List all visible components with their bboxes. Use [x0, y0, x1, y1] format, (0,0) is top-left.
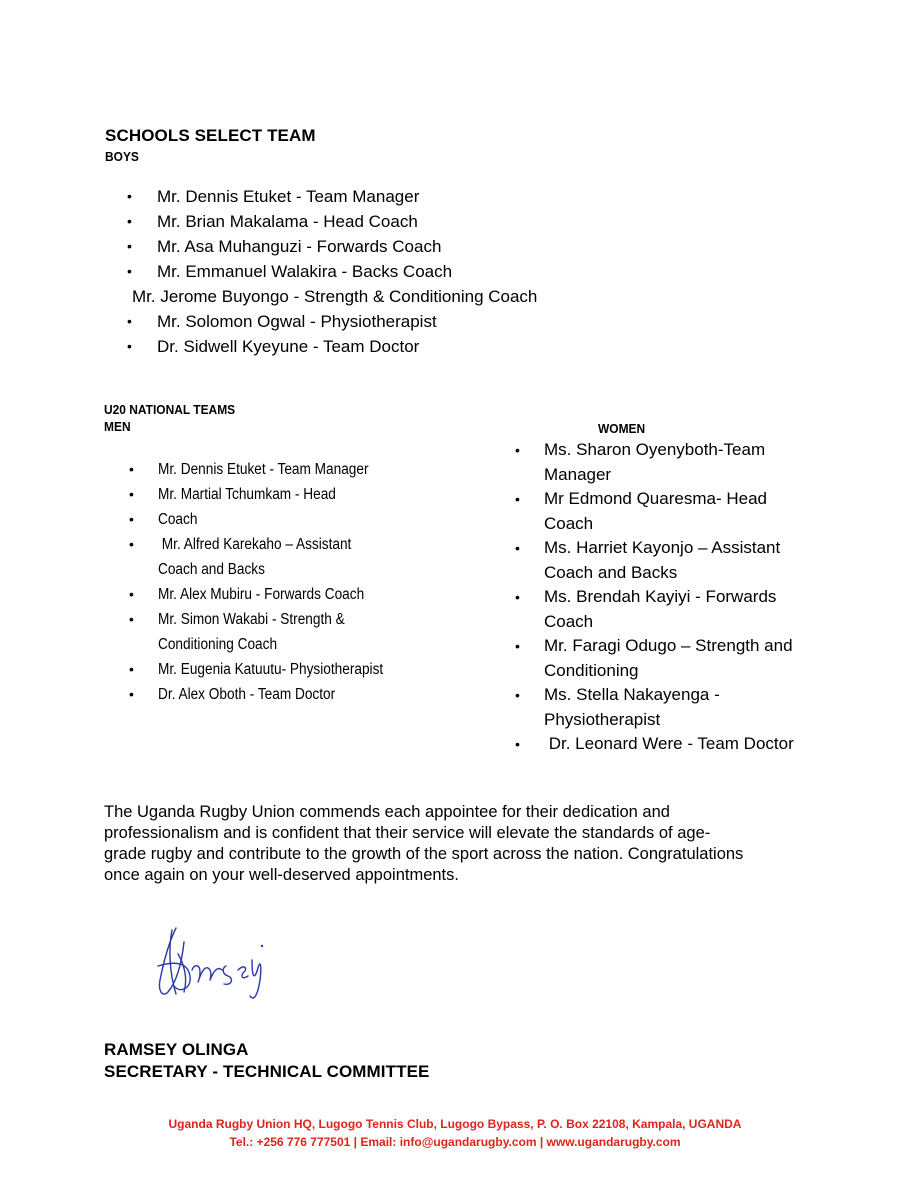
footer-contact: Tel.: +256 776 777501 | Email: info@ugandarugby.com | www.ugandarugby.com: [229, 1135, 681, 1149]
bullet-icon: •: [127, 263, 132, 279]
staff-text-line: Conditioning Coach: [158, 636, 278, 653]
u20-men-list: [114, 457, 424, 707]
schools-staff-item: [115, 309, 635, 334]
schools-staff-list: [115, 184, 635, 359]
staff-text-line: Physiotherapist: [544, 709, 661, 729]
staff-text-line: Coach: [544, 611, 594, 631]
staff-text-line: Mr. Faragi Odugo – Strength and: [544, 636, 793, 655]
schools-staff-item: [115, 209, 635, 234]
bullet-icon: •: [129, 586, 134, 602]
staff-text-line: Manager: [544, 464, 612, 484]
staff-text-line: Coach: [158, 511, 198, 528]
staff-text-line: Dr. Leonard Were - Team Doctor: [544, 734, 794, 753]
u20-men-item: [114, 457, 424, 482]
u20-women-label: WOMEN: [598, 421, 646, 436]
closing-line: grade rugby and contribute to the growth of the sport across the nation. Congratulations: [104, 845, 744, 863]
staff-text: Mr. Emmanuel Walakira - Backs Coach: [157, 262, 453, 281]
staff-text: Mr. Jerome Buyongo - Strength & Conditioning Coach: [132, 287, 538, 306]
staff-text-line: Ms. Sharon Oyenyboth-Team: [544, 440, 766, 459]
u20-men-item: [114, 482, 424, 507]
u20-men-item: [114, 532, 424, 582]
u20-men-item: [114, 607, 424, 657]
staff-text-line: Coach and Backs: [544, 562, 678, 582]
bullet-icon: •: [127, 238, 132, 254]
u20-men-item: [114, 657, 424, 682]
bullet-icon: •: [515, 638, 520, 654]
staff-text-line: Coach: [544, 513, 594, 533]
closing-line: once again on your well-deserved appointments.: [104, 866, 459, 884]
staff-text-line: Conditioning: [544, 660, 639, 680]
bullet-icon: •: [129, 486, 134, 502]
u20-men-label: MEN: [104, 419, 131, 434]
staff-text: Dr. Sidwell Kyeyune - Team Doctor: [157, 337, 420, 356]
bullet-icon: •: [129, 511, 134, 527]
bullet-icon: •: [515, 442, 520, 458]
bullet-icon: •: [127, 338, 132, 354]
bullet-icon: •: [515, 687, 520, 703]
staff-text-line: Mr. Martial Tchumkam - Head: [158, 486, 336, 503]
u20-men-item: [114, 582, 424, 607]
bullet-icon: •: [127, 313, 132, 329]
staff-text-line: Ms. Brendah Kayiyi - Forwards: [544, 587, 777, 606]
bullet-icon: •: [515, 736, 520, 752]
bullet-icon: •: [127, 213, 132, 229]
closing-line: The Uganda Rugby Union commends each appointee for their dedication and: [104, 803, 670, 821]
schools-staff-item: [115, 234, 635, 259]
u20-women-item: [506, 585, 846, 634]
staff-text-line: Mr. Alex Mubiru - Forwards Coach: [158, 586, 365, 603]
staff-text-line: Mr. Simon Wakabi - Strength &: [158, 611, 345, 628]
footer-address: Uganda Rugby Union HQ, Lugogo Tennis Club, Lugogo Bypass, P. O. Box 22108, Kampala, UGANDA: [168, 1117, 742, 1131]
schools-staff-item: [115, 334, 635, 359]
closing-paragraph: [104, 802, 824, 886]
bullet-icon: •: [129, 611, 134, 627]
u20-women-item: [506, 732, 846, 757]
bullet-icon: •: [515, 491, 520, 507]
u20-women-item: [506, 438, 846, 487]
signatory-title: SECRETARY - TECHNICAL COMMITTEE: [104, 1062, 430, 1081]
staff-text: Mr. Asa Muhanguzi - Forwards Coach: [157, 237, 442, 256]
staff-text-line: Ms. Harriet Kayonjo – Assistant: [544, 538, 781, 557]
staff-text-line: Ms. Stella Nakayenga -: [544, 685, 720, 704]
schools-staff-item: [115, 284, 635, 309]
closing-line: professionalism and is confident that their service will elevate the standards of age-: [104, 824, 711, 842]
staff-text-line: Mr. Alfred Karekaho – Assistant: [158, 536, 352, 553]
schools-heading: SCHOOLS SELECT TEAM: [105, 126, 316, 145]
bullet-icon: •: [515, 589, 520, 605]
u20-men-item: [114, 507, 424, 532]
staff-text-line: Coach and Backs: [158, 561, 265, 578]
bullet-icon: •: [127, 188, 132, 204]
bullet-icon: •: [129, 536, 134, 552]
bullet-icon: •: [129, 661, 134, 677]
schools-staff-item: [115, 259, 635, 284]
schools-staff-item: [115, 184, 635, 209]
staff-text: Mr. Solomon Ogwal - Physiotherapist: [157, 312, 437, 331]
u20-women-item: [506, 634, 846, 683]
bullet-icon: •: [129, 686, 134, 702]
u20-women-item: [506, 683, 846, 732]
staff-text: Mr. Dennis Etuket - Team Manager: [157, 187, 420, 206]
signatory-name: RAMSEY OLINGA: [104, 1040, 249, 1059]
u20-men-item: [114, 682, 424, 707]
handwritten-signature: [148, 920, 278, 1010]
u20-women-list: [506, 438, 846, 757]
staff-text: Mr. Brian Makalama - Head Coach: [157, 212, 418, 231]
u20-women-item: [506, 487, 846, 536]
bullet-icon: •: [129, 461, 134, 477]
u20-heading: U20 NATIONAL TEAMS: [104, 402, 236, 417]
staff-text-line: Mr. Dennis Etuket - Team Manager: [158, 461, 369, 478]
staff-text-line: Dr. Alex Oboth - Team Doctor: [158, 686, 336, 703]
staff-text-line: Mr. Eugenia Katuutu- Physiotherapist: [158, 661, 384, 678]
bullet-icon: •: [515, 540, 520, 556]
schools-boys-label: BOYS: [105, 149, 139, 164]
u20-women-item: [506, 536, 846, 585]
staff-text-line: Mr Edmond Quaresma- Head: [544, 489, 767, 508]
